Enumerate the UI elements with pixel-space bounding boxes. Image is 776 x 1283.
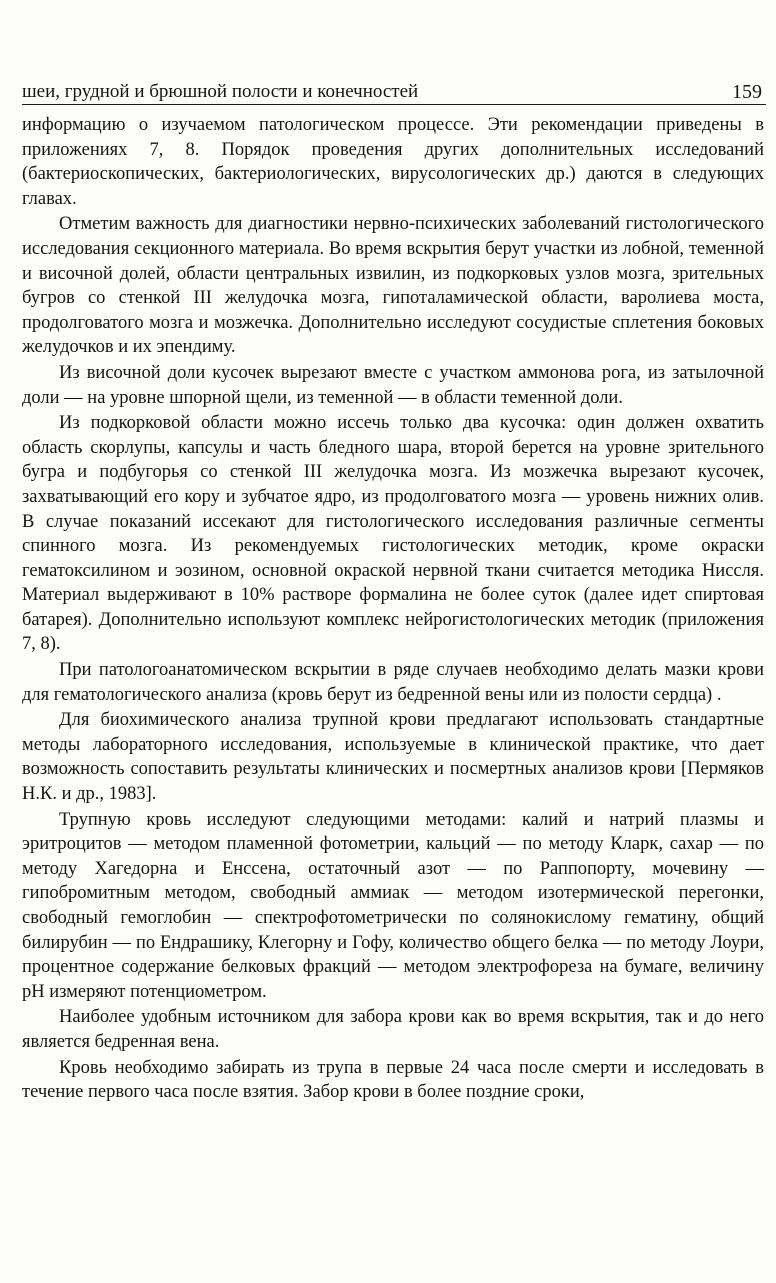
header-rule bbox=[22, 104, 766, 105]
paragraph-temporal-lobe: Из височной доли кусочек вырезают вместе с участком аммонова рога, из затылочной доли — на уровне шпорной щели, из теменной — в области теменной доли. bbox=[22, 362, 764, 408]
paragraph-histology-importance: Отметим важность для диагностики нервно-психических заболеваний гистологического исследования секционного материала. Во время вскрытия берут участки из лобной, теменной и височной долей, области центральных извилин, из подкорковых узлов мозга, зрительных бугров со стенкой III желудочка мозга, гипоталамической области, варолиева моста, продолговатого мозга и мозжечка. Дополнительно исследуют сосудистые сплетения боковых желудочков и их эпендиму. bbox=[22, 214, 764, 358]
page-number: 159 bbox=[732, 81, 762, 103]
body-text bbox=[22, 113, 764, 1106]
paragraph-blood-smears: При патологоанатомическом вскрытии в ряде случаев необходимо делать мазки крови для гематологического анализа (кровь берут из бедренной вены или из полости сердца) . bbox=[22, 660, 764, 705]
paragraph-femoral-vein: Наиболее удобным источником для забора крови как во время вскрытия, так и до него является бедренная вена. bbox=[22, 1007, 764, 1052]
paragraph-blood-timing: Кровь необходимо забирать из трупа в первые 24 часа после смерти и исследовать в течение первого часа после взятия. Забор крови в более поздние сроки, bbox=[22, 1057, 764, 1103]
running-head bbox=[22, 78, 764, 104]
running-title: шеи, грудной и брюшной полости и конечностей bbox=[22, 81, 419, 102]
paragraph-continuation: информацию о изучаемом патологическом процессе. Эти рекомендации приведены в приложениях 7, 8. Порядок проведения других дополнительных исследований (бактериоскопических, бактериологических, вирусологических др.) даются в следующих главах. bbox=[22, 115, 764, 209]
paragraph-blood-methods: Трупную кровь исследуют следующими методами: калий и натрий плазмы и эритроцитов — методом пламенной фотометрии, кальций — по методу Кларк, сахар — по методу Хагедорна и Енссена, остаточный азот — по Раппопорту, мочевину — гипобромитным методом, свободный аммиак — методом изотермической перегонки, свободный гемоглобин — спектрофотометрически по солянокислому гематину, общий билирубин — по Ендрашику, Клегорну и Гофу, количество общего белка — по методу Лоури, процентное содержание белковых фракций — методом электрофореза на бумаге, величину pH измеряют потенциометром. bbox=[22, 809, 764, 1002]
paragraph-subcortical-area: Из подкорковой области можно иссечь только два кусочка: один должен охватить область скорлупы, капсулы и часть бледного шара, второй берется на уровне зрительного бугра и подбугорья со стенкой III желудочка мозга. Из мозжечка вырезают кусочек, захватывающий его кору и зубчатое ядро, из продолговатого мозга — уровень нижних олив. В случае показаний иссекают для гистологического исследования различные сегменты спинного мозга. Из рекомендуемых гистологических методик, кроме окраски гематоксилином и эозином, основной окраской нервной ткани считается методика Ниссля. Материал выдерживают в 10% растворе формалина не более суток (далее идет спиртовая батарея). Дополнительно используют комплекс нейрогистологических методик (приложения 7, 8). bbox=[22, 413, 764, 655]
paragraph-biochemical-analysis: Для биохимического анализа трупной крови предлагают использовать стандартные методы лабораторного исследования, используемые в клинической практике, что дает возможность сопоставить результаты клинических и посмертных анализов крови [Пермяков Н.К. и др., 1983]. bbox=[22, 710, 764, 805]
